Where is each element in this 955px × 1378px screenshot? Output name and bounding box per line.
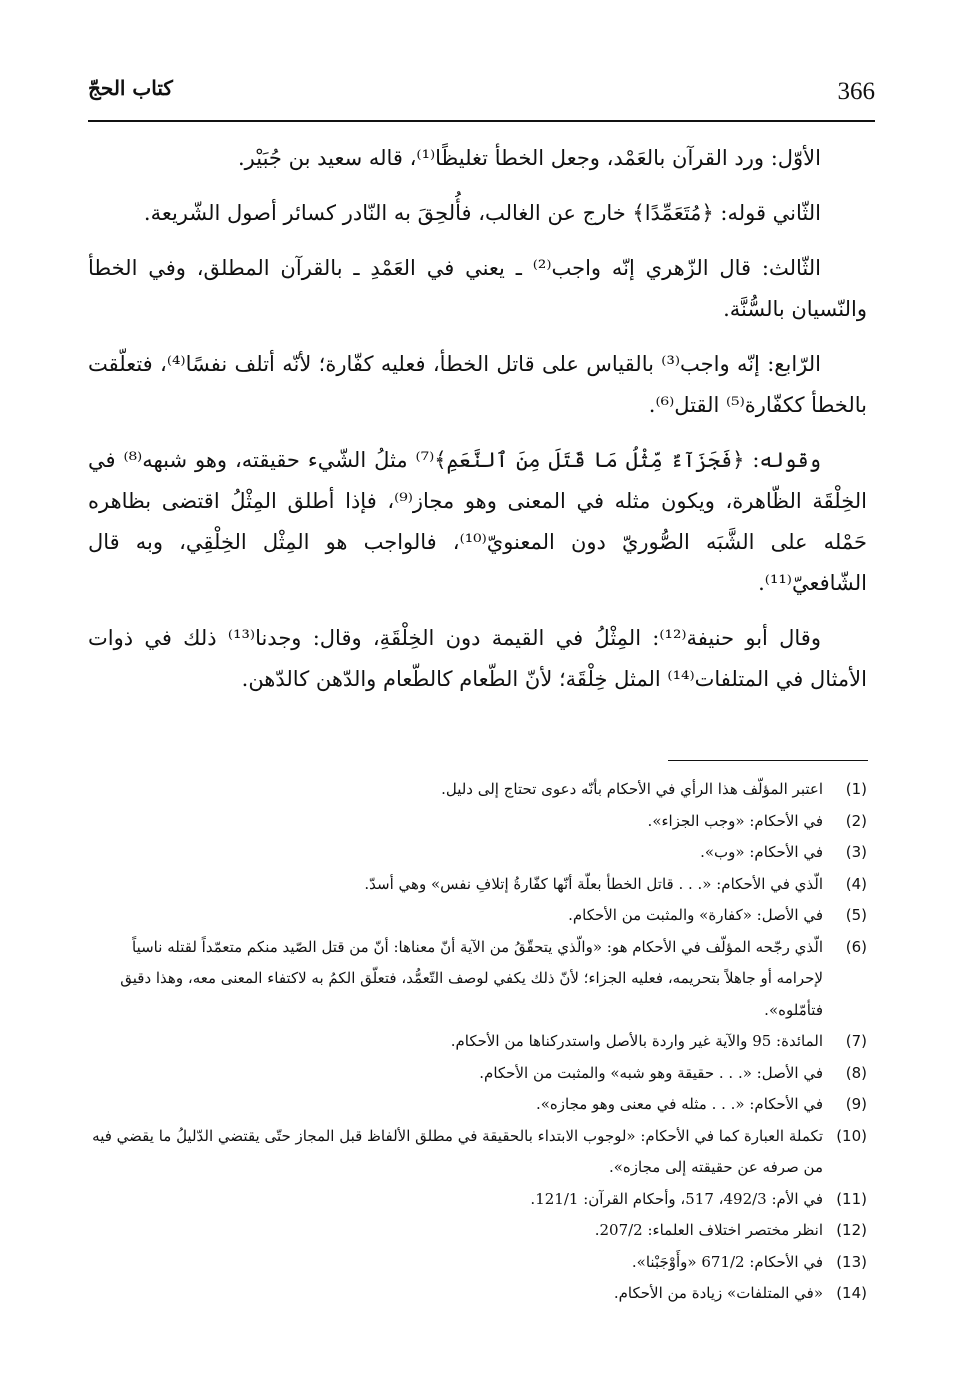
paragraph-second-view: الثّاني قوله: ﴿مُتَعَمِّدًا﴾ خارج عن الغالب، فأُلحِقَ به النّادر كسائر أصول الشّريعة. — [143, 201, 821, 225]
running-title: كتاب الحجّ — [88, 76, 173, 100]
footnote-text: في الأصل: «كفارة» والمثبت من الأحكام. — [568, 906, 823, 924]
footnote-number: (9) — [845, 1095, 867, 1113]
footnote-text: في الأحكام: «وب». — [700, 843, 823, 861]
paragraph-verse-commentary: وقوله: ﴿فَجَزَآءٌ مِّثْلُ مَا قَتَلَ مِنَ ٱلنَّعَمِ﴾⁽⁷⁾ مثلُ الشّيء حقيقته، وهو شبهه⁽⁸⁾ في الخِلْقَة الظّاهرة، ويكون مثله في المعنى وهو مجاز⁽⁹⁾، فإذا أطلق المِثْلُ اقتضى بظاهره حَمْله على الشَّبَه الصُّوريّ دون المعنويّ⁽¹⁰⁾، فالواجب هو المِثْل الخِلْقِي، وبه قال الشّافعيّ⁽¹¹⁾. — [88, 448, 868, 595]
footnote-text: الّذي رجّحه المؤلّف في الأحكام هو: «والّذي يتحقّقُ من الآية أنّ معناها: أنّ من قتل الصّيد منكم متعمّداً لقتله ناسياً لإحرامه أو جاهلاً بتحريمه، فعليه الجزاء؛ لأنّ ذلك يكفي لوصف التّعمُّد، فتعلّق الكمُ به لاكتفاء المعنى معه، وهذا دقيق فتأمّلوه». — [120, 937, 823, 1019]
footnote-text: اعتبر المؤلّف هذا الرأي في الأحكام بأنّه دعوى تحتاج إلى دليل. — [441, 780, 823, 798]
footnote-number: (10) — [836, 1126, 867, 1145]
footnote-item — [88, 1089, 867, 1121]
footnote-text: الّذي في الأحكام: «. . . قاتل الخطأ بعلّة أنّها كفّارةُ إتلافِ نفس» وهي أسدّ. — [364, 874, 823, 893]
paragraph-third-view: الثّالث: قال الزّهري إنّه واجب⁽²⁾ ـ يعني في العَمْدِ ـ بالقرآن المطلق، وفي الخطأ والنّسيان بالسُّنَّة. — [88, 256, 867, 321]
footnote-text: تكملة العبارة كما في الأحكام: «لوجوب الابتداء بالحقيقة في مطلق الألفاظ قبل المجاز حتّى يقتضي الدّليلُ ما يقضي فيه من صرفه عن حقيقته إلى مجازه». — [92, 1126, 823, 1176]
footnote-item — [88, 900, 867, 932]
footnote-number: (2) — [845, 811, 867, 830]
footnote-text: في الأم: 492/3، 517، وأحكام القرآن: 121/1. — [530, 1189, 823, 1208]
footnote-item — [88, 1058, 867, 1090]
footnote-number: (5) — [845, 906, 867, 924]
footnote-text: في الأحكام: «. . . مثله في معنى وهو مجازه». — [535, 1095, 823, 1113]
footnote-item — [88, 1247, 867, 1279]
paragraph-first-view: الأوّل: ورد القرآن بالعَمْد، وجعل الخطأ تغليظًا⁽¹⁾، قاله سعيد بن جُبَيْر. — [237, 146, 821, 170]
footnote-text: انظر مختصر اختلاف العلماء: 207/2. — [594, 1221, 823, 1239]
footnote-number: (4) — [845, 874, 867, 893]
footnote-text: في الأحكام: «وجب الجزاء». — [647, 811, 823, 830]
footnote-item — [88, 932, 867, 1027]
footnote-item — [88, 806, 867, 838]
footnote-item — [88, 774, 867, 806]
footnote-text: المائدة: 95 والآية غير واردة بالأصل واستدركناها من الأحكام. — [450, 1032, 823, 1050]
footnote-number: (12) — [836, 1221, 867, 1239]
main-text — [88, 138, 867, 714]
footnote-text: في الأحكام: 671/2 «وأَوْجَبْنا». — [631, 1252, 823, 1271]
footnote-number: (8) — [845, 1063, 867, 1082]
footnote-number: (14) — [836, 1284, 867, 1302]
footnote-item — [88, 1215, 867, 1247]
page-number: 366 — [837, 78, 875, 105]
footnote-text: «في المتلفات» زيادة من الأحكام. — [613, 1284, 823, 1302]
paragraph-fourth-view: الرّابع: إنّه واجب⁽³⁾ بالقياس على قاتل الخطأ، فعليه كفّارة؛ لأنّه أتلف نفسًا⁽⁴⁾، فتعلّقت بالخطأ ككفّارة⁽⁵⁾ القتل⁽⁶⁾. — [88, 352, 867, 417]
footnote-item — [88, 1184, 867, 1216]
footnote-number: (6) — [845, 937, 867, 956]
paragraph-abu-hanifa: وقال أبو حنيفة⁽¹²⁾: المِثْلُ في القيمة دون الخِلْقَةِ، وقال: وجدنا⁽¹³⁾ ذلك في ذوات الأمثال في المتلفات⁽¹⁴⁾ المثل خِلْقَة؛ لأنّ الطّعام كالطّعام والدّهن كالدّهن. — [88, 626, 867, 691]
footnote-item — [88, 869, 867, 901]
footnote-number: (1) — [845, 780, 867, 798]
footnote-item — [88, 1121, 867, 1184]
footnote-number: (11) — [836, 1189, 867, 1208]
footnote-number: (7) — [845, 1032, 867, 1050]
page-header — [88, 68, 875, 122]
footnotes — [88, 774, 867, 1310]
footnote-text: في الأصل: «. . . حقيقة وهو شبه» والمثبت من الأحكام. — [479, 1063, 823, 1082]
footnote-number: (13) — [836, 1252, 867, 1271]
footnote-item — [88, 1026, 867, 1058]
footnote-item — [88, 1278, 867, 1310]
footnote-separator — [668, 760, 868, 761]
footnote-number: (3) — [845, 843, 867, 861]
footnote-item — [88, 837, 867, 869]
